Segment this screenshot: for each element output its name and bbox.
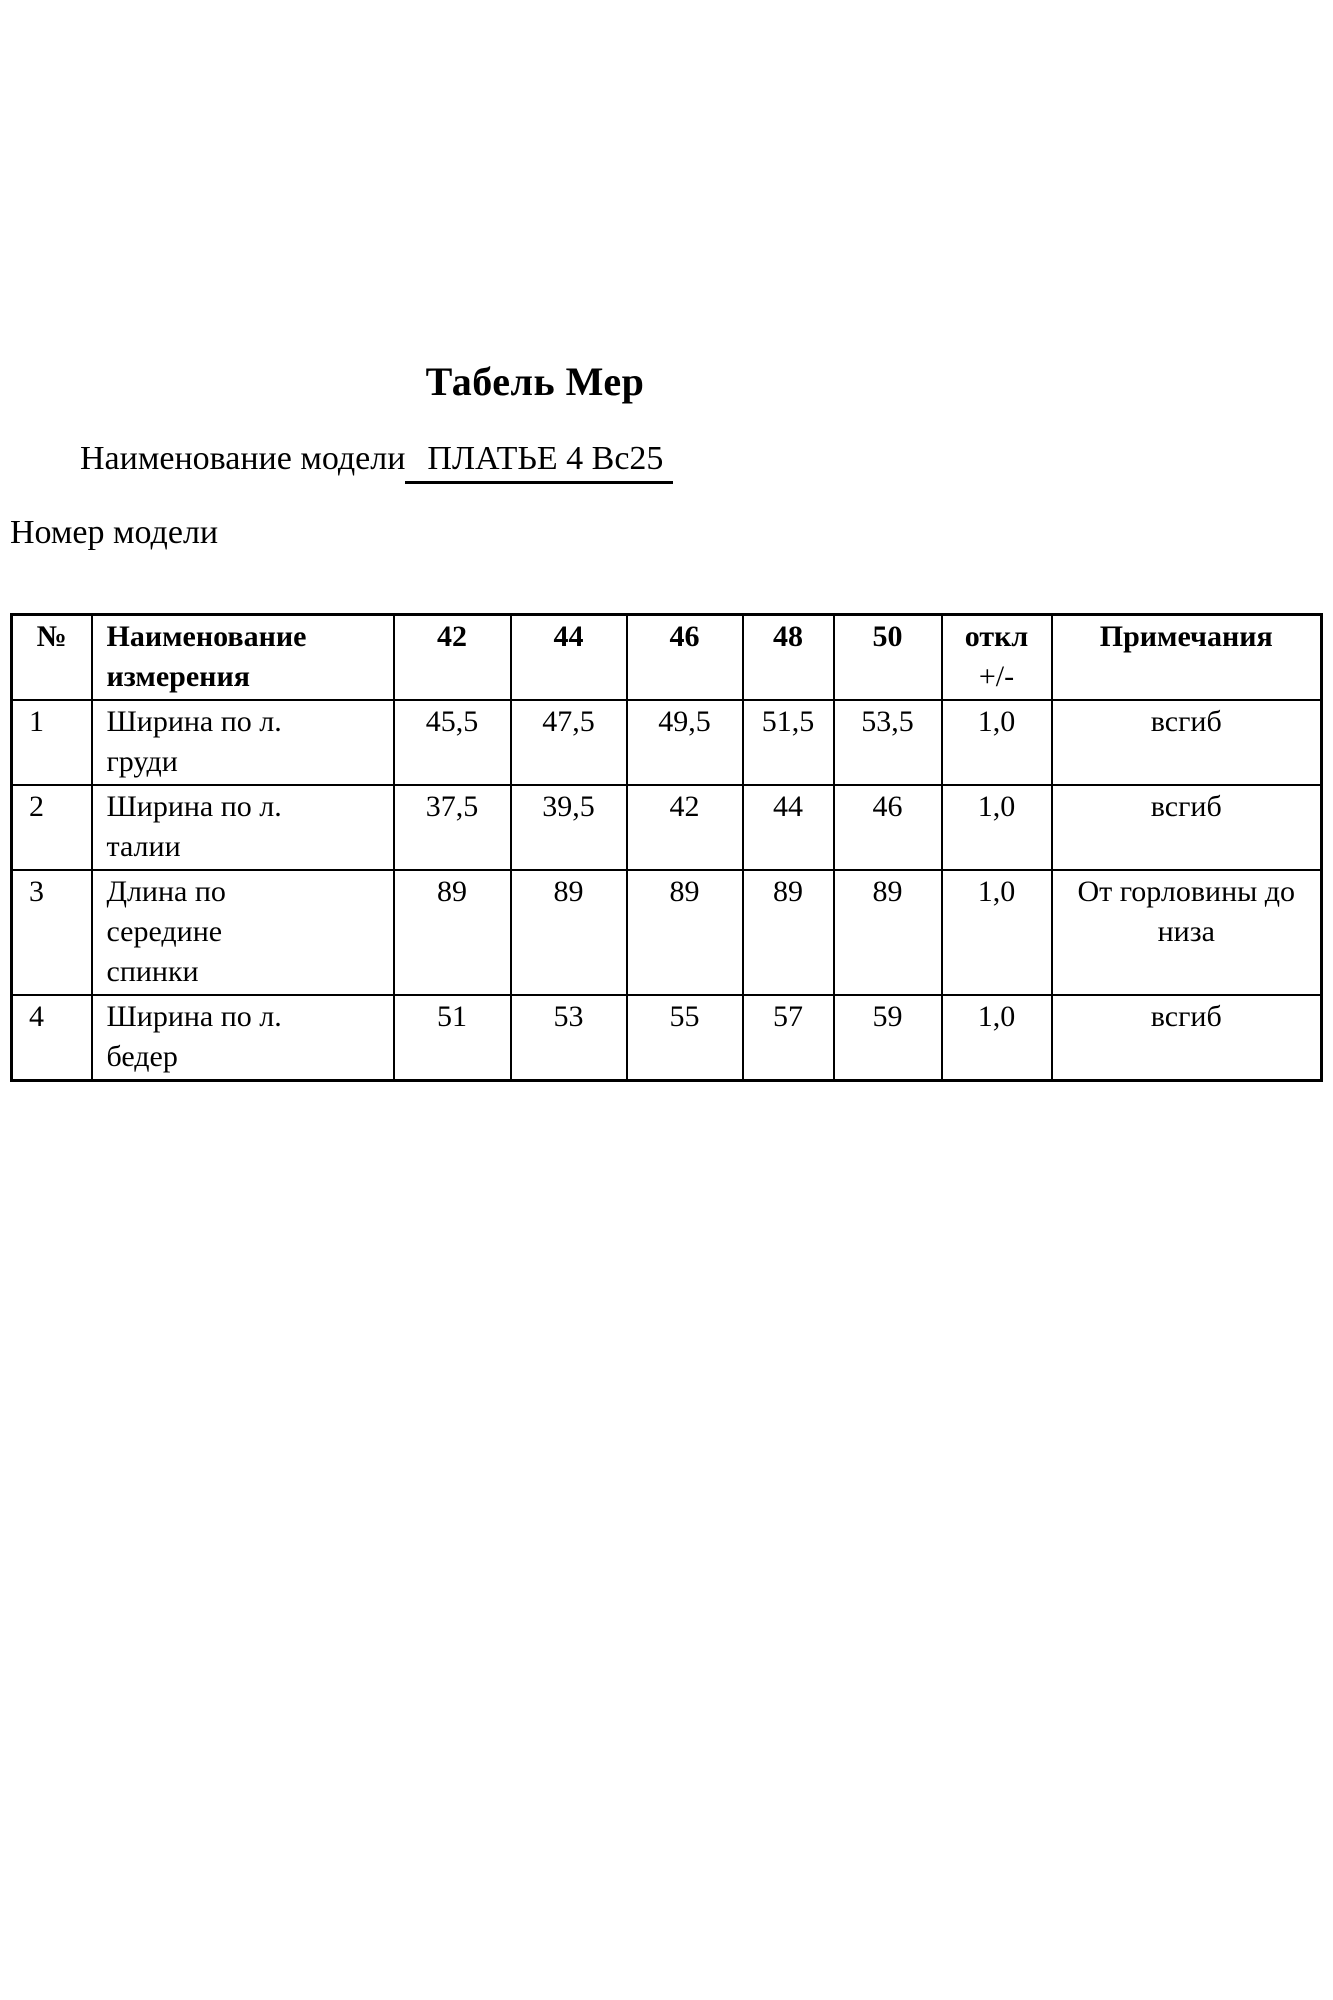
value-size-44: 39,5 xyxy=(511,785,627,870)
header-cell-size-50: 50 xyxy=(834,615,942,701)
value-size-50: 53,5 xyxy=(834,700,942,785)
deviation-sign: +/- xyxy=(978,660,1015,693)
document-title: Табель Мер xyxy=(425,359,645,404)
table-row xyxy=(12,700,1322,785)
row-note: всгиб xyxy=(1052,995,1322,1081)
header-cell-size-46: 46 xyxy=(627,615,743,701)
value-size-44: 47,5 xyxy=(511,700,627,785)
model-number-label: Номер модели xyxy=(10,514,219,551)
header-cell-size-48: 48 xyxy=(743,615,834,701)
value-size-50: 89 xyxy=(834,870,942,995)
value-deviation: 1,0 xyxy=(942,785,1052,870)
model-name-value: ПЛАТЬЕ 4 Вс25 xyxy=(405,440,673,484)
row-note: От горловины до низа xyxy=(1052,870,1322,995)
deviation-label: откл xyxy=(964,620,1029,653)
value-size-50: 59 xyxy=(834,995,942,1081)
header-cell-deviation xyxy=(942,615,1052,701)
row-note: всгиб xyxy=(1052,785,1322,870)
value-size-46: 55 xyxy=(627,995,743,1081)
value-size-42: 37,5 xyxy=(394,785,511,870)
value-deviation: 1,0 xyxy=(942,700,1052,785)
table-row xyxy=(12,785,1322,870)
value-size-50: 46 xyxy=(834,785,942,870)
value-size-42: 45,5 xyxy=(394,700,511,785)
measurement-table xyxy=(10,613,1323,1082)
value-size-44: 89 xyxy=(511,870,627,995)
row-num: 3 xyxy=(12,870,92,995)
value-size-42: 51 xyxy=(394,995,511,1081)
table-row xyxy=(12,995,1322,1081)
row-measurement: Ширина по л. талии xyxy=(92,785,394,870)
header-cell-notes: Примечания xyxy=(1052,615,1322,701)
value-size-46: 42 xyxy=(627,785,743,870)
row-measurement: Ширина по л. груди xyxy=(92,700,394,785)
model-name-line xyxy=(80,440,673,484)
table-row xyxy=(12,870,1322,995)
row-measurement: Ширина по л. бедер xyxy=(92,995,394,1081)
row-measurement: Длина по середине спинки xyxy=(92,870,394,995)
value-size-42: 89 xyxy=(394,870,511,995)
row-note: всгиб xyxy=(1052,700,1322,785)
value-deviation: 1,0 xyxy=(942,995,1052,1081)
row-num: 2 xyxy=(12,785,92,870)
row-num: 4 xyxy=(12,995,92,1081)
header-cell-size-42: 42 xyxy=(394,615,511,701)
header-cell-size-44: 44 xyxy=(511,615,627,701)
header-cell-num: № xyxy=(12,615,92,701)
value-size-48: 57 xyxy=(743,995,834,1081)
value-size-46: 89 xyxy=(627,870,743,995)
table-header-row xyxy=(12,615,1322,701)
header-cell-measurement: Наименование измерения xyxy=(92,615,394,701)
value-size-48: 89 xyxy=(743,870,834,995)
value-size-44: 53 xyxy=(511,995,627,1081)
value-size-48: 44 xyxy=(743,785,834,870)
model-name-label: Наименование модели xyxy=(80,440,406,477)
value-size-46: 49,5 xyxy=(627,700,743,785)
row-num: 1 xyxy=(12,700,92,785)
value-deviation: 1,0 xyxy=(942,870,1052,995)
value-size-48: 51,5 xyxy=(743,700,834,785)
